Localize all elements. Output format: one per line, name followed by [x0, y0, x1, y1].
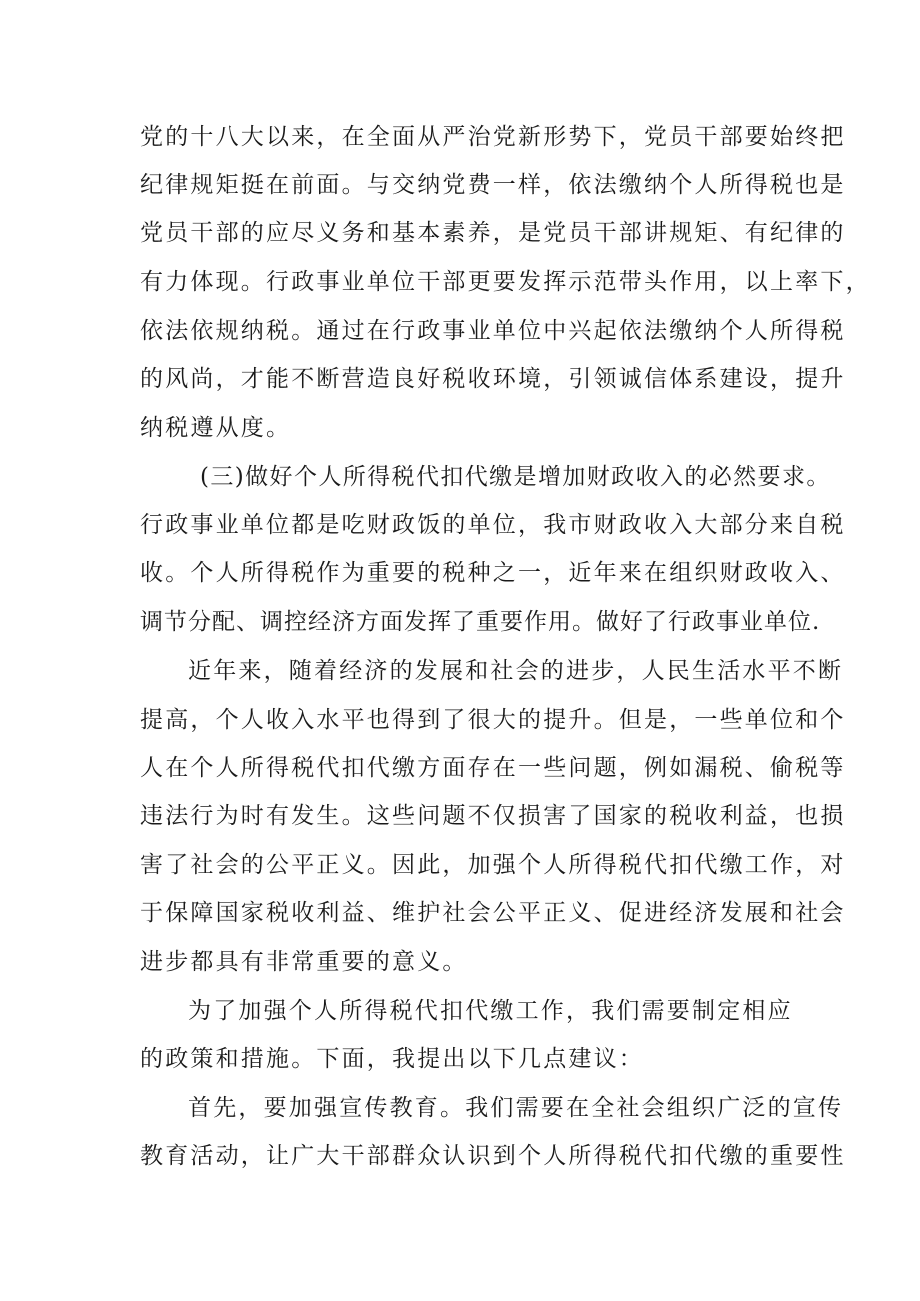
text-line: 人在个人所得税代扣代缴方面存在一些问题，例如漏税、偷税等: [140, 755, 846, 781]
text-line: 行政事业单位都是吃财政饭的单位，我市财政收入大部分来自税: [140, 512, 846, 538]
text-line: 教育活动，让广大干部群众认识到个人所得税代扣代缴的重要性: [140, 1143, 846, 1169]
section-heading-line: (三)做好个人所得税代扣代缴是增加财政收入的必然要求。: [200, 464, 831, 490]
text-line: 于保障国家税收利益、维护社会公平正义、促进经济发展和社会: [140, 900, 846, 926]
text-line: 进步都具有非常重要的意义。: [140, 949, 468, 975]
paragraph-first-line: 首先，要加强宣传教育。我们需要在全社会组织广泛的宣传: [188, 1095, 844, 1121]
text-line: 的风尚，才能不断营造良好税收环境，引领诚信体系建设，提升: [140, 366, 846, 392]
text-line: 害了社会的公平正义。因此，加强个人所得税代扣代缴工作，对: [140, 852, 846, 878]
text-line: 党的十八大以来，在全面从严治党新形势下，党员干部要始终把: [140, 124, 846, 150]
text-line: 调节分配、调控经济方面发挥了重要作用。做好了行政事业单位.: [140, 609, 821, 635]
paragraph-first-line: 为了加强个人所得税代扣代缴工作，我们需要制定相应: [188, 998, 793, 1024]
text-line: 纪律规矩挺在前面。与交纳党费一样，依法缴纳个人所得税也是: [140, 172, 846, 198]
text-line: 依法依规纳税。通过在行政事业单位中兴起依法缴纳个人所得税: [140, 318, 846, 344]
text-line: 有力体现。行政事业单位干部更要发挥示范带头作用，以上率下，: [140, 269, 871, 295]
text-line: 纳税遵从度。: [140, 415, 292, 441]
paragraph-first-line: 近年来，随着经济的发展和社会的进步，人民生活水平不断: [188, 658, 844, 684]
text-line: 收。个人所得税作为重要的税种之一，近年来在组织财政收入、: [140, 560, 846, 586]
text-line: 提高，个人收入水平也得到了很大的提升。但是，一些单位和个: [140, 707, 846, 733]
text-line: 党员干部的应尽义务和基本素养，是党员干部讲规矩、有纪律的: [140, 220, 846, 246]
text-line: 的政策和措施。下面，我提出以下几点建议：: [140, 1046, 644, 1072]
text-line: 违法行为时有发生。这些问题不仅损害了国家的税收利益，也损: [140, 803, 846, 829]
